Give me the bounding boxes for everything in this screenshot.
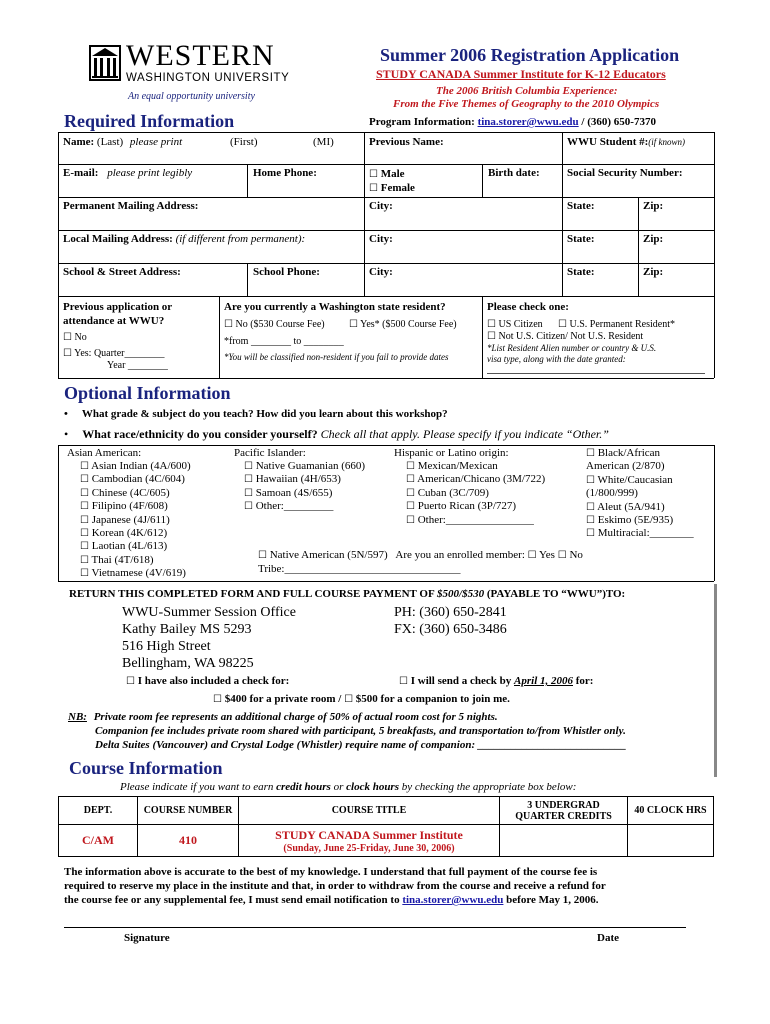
asian-option-label: Cambodian (4C/604) (91, 473, 185, 486)
checkbox-icon[interactable]: ☐ (258, 550, 267, 561)
native-american-label: Native American (5N/597) (269, 549, 388, 561)
mailing-address (122, 604, 296, 672)
asian-option[interactable] (80, 567, 191, 580)
enrolled-no[interactable] (558, 549, 583, 561)
rule (58, 164, 714, 165)
male-label: Male (380, 168, 405, 180)
black-option[interactable] (586, 447, 694, 460)
acknowledgement-line: required to reserve my place in the institute and that, in order to withdraw from the course and receive a refund for (64, 880, 606, 892)
checkbox-icon[interactable]: ☐ (213, 694, 222, 705)
course-hint-credit: credit hours (276, 781, 331, 793)
resident-dates[interactable]: *from ________ to ________ (224, 336, 344, 347)
checkbox-icon[interactable]: ☐ (487, 319, 496, 330)
asian-option[interactable] (80, 554, 191, 567)
rule (562, 132, 563, 296)
required-info-title: Required Information (64, 111, 235, 131)
home-phone-field[interactable]: Home Phone: (253, 167, 317, 179)
checkbox-icon[interactable]: ☐ (80, 528, 89, 540)
citizenship-question: Please check one: (487, 301, 569, 313)
private-room-label: $400 for a private room / (224, 693, 342, 705)
themes-subtitle: From the Five Themes of Geography to the 2010 Olympics (393, 98, 660, 110)
program-phone: / (360) 650-7370 (581, 116, 656, 128)
institute-title: STUDY CANADA Summer Institute for K-12 Educators (376, 67, 666, 81)
side-border (714, 584, 717, 777)
rule (364, 197, 714, 198)
asian-option-label: Chinese (4C/605) (91, 486, 170, 499)
checkbox-icon[interactable]: ☐ (369, 169, 378, 180)
gender-female[interactable] (369, 182, 415, 194)
resident-no[interactable] (224, 319, 325, 330)
pacific-option[interactable] (244, 473, 365, 486)
hispanic-option-label: Other:________________ (417, 513, 534, 526)
female-label: Female (380, 182, 415, 194)
checkbox-icon[interactable]: ☐ (80, 501, 89, 513)
nb-note-3: Delta Suites (Vancouver) and Crystal Lodge (Whistler) require name of companion: ___________________________ (95, 739, 627, 751)
local-address-field[interactable] (63, 233, 305, 245)
checkbox-icon[interactable]: ☐ (80, 487, 89, 499)
rule (219, 296, 220, 378)
school-state-field[interactable]: State: (567, 266, 595, 278)
birth-date-field[interactable]: Birth date: (488, 167, 540, 179)
asian-option[interactable] (80, 460, 191, 473)
enrolled-yes[interactable] (528, 549, 555, 561)
email-field[interactable] (63, 167, 192, 179)
private-room-option[interactable] (213, 693, 341, 705)
hispanic-option-label: Mexican/Mexican (417, 460, 498, 472)
perm-resident-option[interactable] (558, 319, 675, 330)
col-credits-1: 3 UNDERGRAD (527, 799, 600, 811)
phone-number: PH: (360) 650-2841 (394, 605, 507, 620)
school-phone-field[interactable]: School Phone: (253, 266, 320, 278)
us-citizen-option[interactable] (487, 319, 543, 330)
checkbox-icon[interactable]: ☐ (80, 461, 89, 472)
name-first: (First) (230, 136, 258, 148)
address-line: WWU-Summer Session Office (122, 605, 296, 620)
black-option-line2: American (2/870) (586, 460, 665, 473)
prev-app-no[interactable] (63, 332, 87, 343)
prev-app-no-label: No (74, 332, 87, 343)
aleut-label: Aleut (5A/941) (597, 500, 665, 513)
course-table-row (59, 825, 714, 857)
course-number: 410 (138, 825, 239, 857)
asian-option-label: Japanese (4J/611) (91, 513, 170, 526)
checkbox-icon[interactable]: ☐ (63, 332, 72, 343)
email-label: E-mail: (63, 167, 99, 179)
checkbox-icon[interactable]: ☐ (344, 694, 354, 705)
asian-option-label: Filipino (4F/608) (91, 500, 168, 513)
prev-app-question-1: Previous application or (63, 301, 173, 313)
alien-number-line[interactable] (487, 373, 705, 374)
room-options (213, 693, 510, 705)
acknowledgement-email-link[interactable]: tina.storer@wwu.edu (402, 894, 504, 906)
asian-option-label: Vietnamese (4V/619) (91, 567, 186, 580)
perm-city-field[interactable]: City: (369, 200, 393, 212)
rule (58, 378, 714, 379)
rule (58, 263, 714, 264)
check-included-option[interactable] (126, 675, 289, 687)
col-dept: DEPT. (59, 797, 138, 825)
enrolled-question: Are you an enrolled member: (395, 549, 525, 561)
student-number-field[interactable] (567, 136, 685, 148)
question-grade-subject-text: What grade & subject do you teach? How did you learn about this workshop? (81, 408, 448, 420)
rule (58, 581, 714, 582)
course-hint (120, 781, 576, 793)
pacific-option-label: Samoan (4S/655) (255, 486, 333, 499)
name-last: (Last) (96, 136, 124, 148)
checkbox-icon[interactable]: ☐ (406, 461, 415, 472)
hispanic-option[interactable] (406, 500, 545, 513)
address-line: 516 High Street (122, 639, 211, 654)
student-number-label: WWU Student #: (567, 136, 649, 148)
question-grade-subject: • What grade & subject do you teach? How did you learn about this workshop? (64, 408, 448, 420)
school-city-field[interactable]: City: (369, 266, 393, 278)
fax-number: FX: (360) 650-3486 (394, 622, 507, 637)
checkbox-icon[interactable]: ☐ (63, 348, 72, 359)
course-table (58, 796, 714, 857)
rule (58, 296, 714, 297)
checkbox-icon[interactable]: ☐ (244, 461, 253, 472)
perm-zip-field[interactable]: Zip: (643, 200, 664, 212)
col-credits-2: QUARTER CREDITS (515, 810, 612, 822)
signature-label: Signature (124, 932, 170, 944)
rule (58, 230, 714, 231)
pacific-options (244, 460, 365, 514)
col-clock-hours: 40 CLOCK HRS (628, 797, 714, 825)
checkbox-icon[interactable]: ☐ (406, 501, 415, 513)
eskimo-label: Eskimo (5E/935) (597, 514, 674, 527)
return-amount: $500/$530 (437, 588, 485, 600)
rule (58, 132, 714, 133)
school-address-field[interactable]: School & Street Address: (63, 266, 181, 278)
tribe-field[interactable]: Tribe:________________________________ (258, 563, 461, 575)
will-send-for: for: (575, 675, 594, 687)
acknowledgement-deadline: before May 1, 2006. (506, 894, 599, 906)
checkbox-icon[interactable]: ☐ (586, 448, 595, 459)
multiracial-option[interactable] (586, 527, 694, 540)
question-ethnicity: • What race/ethnicity do you consider yourself? Check all that apply. Please specify if you indicate “Other.” (64, 427, 609, 441)
rule (58, 445, 714, 446)
checkbox-icon[interactable]: ☐ (558, 319, 567, 330)
checkbox-icon[interactable]: ☐ (80, 554, 89, 566)
return-instructions (69, 588, 625, 600)
question-ethnicity-text: What race/ethnicity do you consider yourself? (82, 427, 318, 441)
asian-option[interactable] (80, 514, 191, 527)
course-dates: (Sunday, June 25-Friday, June 30, 2006) (283, 842, 455, 854)
checkbox-icon[interactable]: ☐ (487, 331, 496, 342)
question-ethnicity-hint: Check all that apply. Please specify if you indicate “Other.” (320, 427, 609, 441)
name-mi: (MI) (313, 136, 334, 148)
return-text-1: RETURN THIS COMPLETED FORM AND FULL COURSE PAYMENT OF (69, 588, 435, 600)
checkbox-icon[interactable]: ☐ (406, 487, 415, 499)
asian-option[interactable] (80, 500, 191, 513)
course-hint-2: by checking the appropriate box below: (401, 781, 577, 793)
credits-checkbox-cell[interactable] (500, 825, 628, 857)
course-hint-1: Please indicate if you want to earn (120, 781, 274, 793)
resident-yes[interactable] (349, 319, 457, 330)
black-label: Black/African (597, 447, 661, 459)
prev-app-question-2: attendance at WWU? (63, 315, 165, 327)
course-table-header (59, 797, 714, 825)
signature-line[interactable] (64, 927, 686, 928)
rule (364, 132, 365, 296)
experience-subtitle: The 2006 British Columbia Experience: (436, 85, 618, 97)
checkbox-icon[interactable]: ☐ (406, 474, 415, 486)
address-line: Bellingham, WA 98225 (122, 656, 254, 671)
other-races (586, 447, 694, 541)
hispanic-option-label: Puerto Rican (3P/727) (417, 500, 517, 513)
acknowledgement (64, 865, 606, 907)
hispanic-option[interactable] (406, 473, 545, 486)
program-email-link[interactable]: tina.storer@wwu.edu (477, 116, 579, 128)
course-title-cell (239, 825, 500, 857)
alien-note-2: visa type, along with the date granted: (487, 354, 626, 364)
pacific-option[interactable] (244, 487, 365, 500)
return-text-2: (PAYABLE TO “WWU”)TO: (486, 588, 626, 600)
course-hint-or: or (333, 781, 344, 793)
us-citizen-label: US Citizen (498, 319, 543, 330)
resident-no-label: No ($530 Course Fee) (235, 319, 325, 330)
hispanic-heading: Hispanic or Latino origin: (394, 447, 509, 459)
checkbox-icon[interactable]: ☐ (586, 474, 595, 486)
check-included-label: I have also included a check for: (137, 675, 290, 687)
hispanic-option-label: American/Chicano (3M/722) (417, 473, 546, 486)
pacific-option-label: Hawaiian (4H/653) (255, 473, 341, 486)
enrolled-no-label: No (569, 549, 583, 561)
nonresident-note: *You will be classified non-resident if you fail to provide dates (224, 352, 449, 362)
course-title: STUDY CANADA Summer Institute (275, 827, 463, 842)
checkbox-icon[interactable]: ☐ (244, 474, 253, 486)
resident-yes-label: Yes* ($500 Course Fee) (360, 319, 457, 330)
gender-male[interactable] (369, 168, 405, 180)
asian-option-label: Laotian (4L/613) (91, 540, 168, 553)
prev-app-year[interactable]: Year ________ (107, 360, 168, 371)
university-subtitle: WASHINGTON UNIVERSITY (126, 72, 290, 84)
university-name: WESTERN (126, 39, 275, 72)
native-american-row (258, 549, 583, 561)
local-zip-field[interactable]: Zip: (643, 233, 664, 245)
student-number-hint: (if known) (648, 137, 686, 147)
rule (58, 132, 59, 378)
checkbox-icon[interactable]: ☐ (349, 319, 358, 330)
pacific-option[interactable] (244, 460, 365, 473)
hispanic-option[interactable] (406, 487, 545, 500)
local-state-field[interactable]: State: (567, 233, 595, 245)
pacific-option-label: Native Guamanian (660) (255, 460, 366, 472)
will-send-check-option[interactable] (399, 675, 593, 687)
asian-options (80, 460, 191, 581)
rule (247, 263, 248, 296)
nb-label: NB: (68, 711, 87, 723)
contact-numbers (394, 604, 507, 638)
companion-label: $500 for a companion to join me. (355, 693, 510, 705)
checkbox-icon[interactable]: ☐ (126, 676, 135, 687)
rule (58, 445, 59, 581)
resident-question: Are you currently a Washington state resident? (224, 301, 446, 313)
previous-name-field[interactable]: Previous Name: (369, 136, 444, 148)
rule (58, 197, 364, 198)
rule (482, 164, 483, 197)
university-logo (88, 44, 122, 82)
enrolled-yes-label: Yes (538, 549, 555, 561)
acknowledgement-text: the course fee or any supplemental fee, I must send email notification to (64, 894, 400, 906)
nb-note-2: Companion fee includes private room shared with participant, 5 breakfasts, and transportation to/from Whistler only. (95, 725, 626, 737)
name-hint: please print (129, 136, 183, 148)
application-title: Summer 2006 Registration Application (380, 45, 680, 65)
pacific-option[interactable] (244, 500, 365, 513)
pacific-option-label: Other:_________ (255, 500, 334, 513)
program-info (369, 116, 656, 128)
nb-text-1: Private room fee represents an additional charge of 50% of actual room cost for 5 nights. (93, 711, 498, 723)
native-american-option[interactable] (258, 549, 388, 561)
white-option[interactable] (586, 474, 694, 487)
course-dept: C/AM (59, 825, 138, 857)
multiracial-label: Multiracial:________ (597, 527, 694, 540)
date-label: Date (597, 932, 619, 944)
local-city-field[interactable]: City: (369, 233, 393, 245)
clock-hours-checkbox-cell[interactable] (628, 825, 714, 857)
hispanic-options (406, 460, 545, 527)
checkbox-icon[interactable]: ☐ (586, 501, 595, 513)
checkbox-icon[interactable]: ☐ (244, 501, 253, 513)
pacific-heading: Pacific Islander: (234, 447, 306, 459)
local-address-label: Local Mailing Address: (63, 233, 173, 245)
asian-option[interactable] (80, 487, 191, 500)
name-label: Name: (63, 136, 95, 148)
permanent-address-field[interactable]: Permanent Mailing Address: (63, 200, 199, 212)
checkbox-icon[interactable]: ☐ (80, 568, 89, 580)
checkbox-icon[interactable]: ☐ (586, 515, 595, 527)
prev-app-yes-label: Yes: Quarter________ (74, 348, 165, 359)
not-citizen-option[interactable] (487, 331, 643, 342)
not-citizen-label: Not U.S. Citizen/ Not U.S. Resident (498, 331, 644, 342)
will-send-date: April 1, 2006 (514, 675, 573, 687)
hispanic-option[interactable] (406, 460, 545, 473)
local-address-hint: (if different from permanent): (175, 233, 306, 245)
building-logo-icon (88, 44, 122, 82)
acknowledgement-line (64, 893, 606, 907)
checkbox-icon[interactable]: ☐ (406, 514, 415, 526)
checkbox-icon[interactable]: ☐ (399, 676, 408, 687)
prev-app-yes[interactable] (63, 348, 164, 359)
asian-option-label: Thai (4T/618) (91, 553, 154, 566)
program-info-label: Program Information: (369, 116, 475, 128)
course-info-title: Course Information (69, 758, 223, 778)
ssn-field[interactable]: Social Security Number: (567, 167, 683, 179)
checkbox-icon[interactable]: ☐ (80, 474, 89, 486)
nb-note-1 (68, 711, 498, 723)
equal-opportunity: An equal opportunity university (128, 91, 255, 102)
white-option-line2: (1/800/999) (586, 487, 638, 500)
will-send-label: I will send a check by (410, 675, 512, 687)
asian-option-label: Asian Indian (4A/600) (91, 460, 191, 472)
asian-option[interactable] (80, 540, 191, 553)
checkbox-icon[interactable]: ☐ (80, 541, 89, 553)
perm-state-field[interactable]: State: (567, 200, 595, 212)
eskimo-option[interactable] (586, 514, 694, 527)
asian-heading: Asian American: (67, 447, 142, 459)
checkbox-icon[interactable]: ☐ (369, 183, 378, 194)
course-hint-clock: clock hours (346, 781, 399, 793)
acknowledgement-line: The information above is accurate to the best of my knowledge. I understand that full payment of the course fee is (64, 866, 598, 878)
companion-option[interactable] (344, 693, 510, 705)
optional-info-title: Optional Information (64, 383, 231, 403)
checkbox-icon[interactable]: ☐ (586, 528, 595, 540)
hispanic-option-label: Cuban (3C/709) (417, 486, 489, 499)
school-zip-field[interactable]: Zip: (643, 266, 664, 278)
checkbox-icon[interactable]: ☐ (80, 514, 89, 526)
alien-note-1: *List Resident Alien number or country & U.S. (487, 343, 657, 353)
rule (714, 445, 715, 581)
rule (638, 197, 639, 296)
rule (714, 132, 715, 378)
rule (482, 296, 483, 378)
perm-resident-label: U.S. Permanent Resident* (569, 319, 676, 330)
hispanic-option[interactable] (406, 514, 545, 527)
address-line: Kathy Bailey MS 5293 (122, 622, 252, 637)
asian-option[interactable] (80, 527, 191, 540)
aleut-option[interactable] (586, 501, 694, 514)
checkbox-icon[interactable]: ☐ (244, 487, 253, 499)
asian-option[interactable] (80, 473, 191, 486)
asian-option-label: Korean (4K/612) (91, 527, 168, 540)
email-hint: please print legibly (107, 167, 193, 179)
checkbox-icon[interactable]: ☐ (527, 550, 537, 561)
rule (247, 164, 248, 197)
col-credits (500, 797, 628, 825)
checkbox-icon[interactable]: ☐ (224, 319, 233, 330)
white-label: White/Caucasian (597, 473, 673, 486)
checkbox-icon[interactable]: ☐ (557, 550, 567, 561)
col-course-number: COURSE NUMBER (138, 797, 239, 825)
col-course-title: COURSE TITLE (239, 797, 500, 825)
name-field[interactable] (63, 136, 182, 148)
